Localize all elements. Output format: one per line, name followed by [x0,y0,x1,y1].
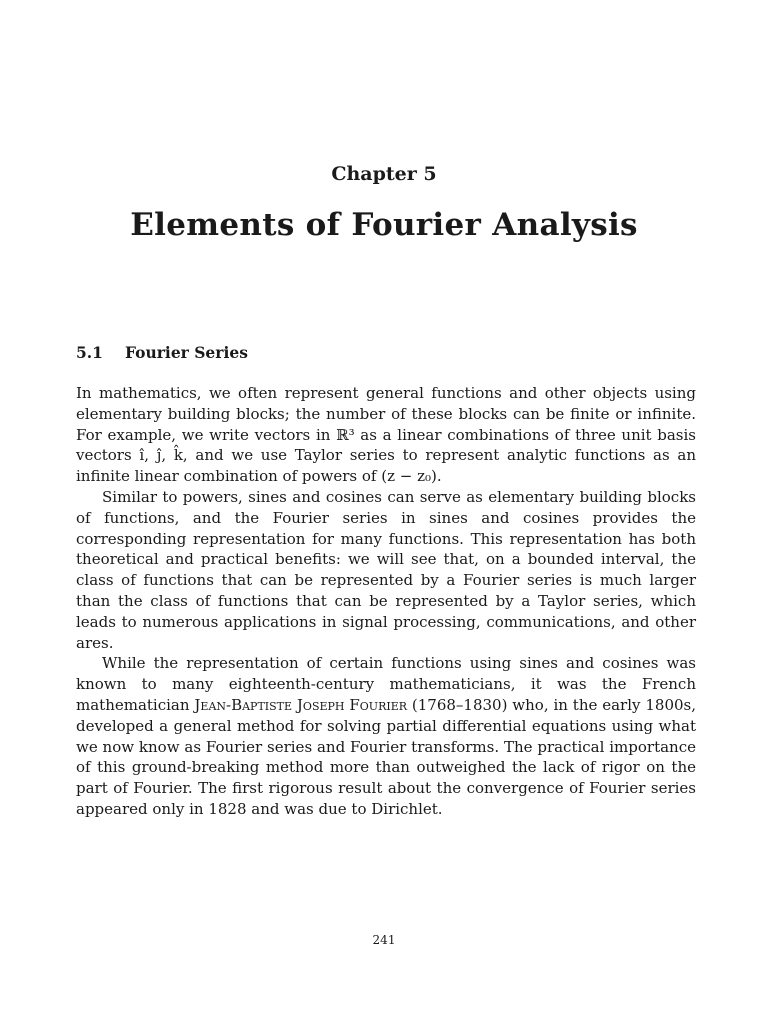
paragraph-text: (1768–1830) who, in the early 1800s, developed a general method for solving partial differential equations using what we now know as Fourier series and Fourier transforms. The practical importance of this ground-breaking method more than outweighed the lack of rigor on the part of Fourier. The first rigorous result about the convergence of Fourier series appeared only in 1828 and was due to Dirichlet. [76,695,697,818]
page-number: 241 [372,933,396,947]
paragraph-text: While the representation of certain functions using sines and cosines was known to many eighteenth-century mathematicians, it was the French mathematician [76,654,696,714]
paragraph [76,653,696,819]
chapter-label: Chapter 5 [331,163,437,185]
paragraph: In mathematics, we often represent general functions and other objects using elementary building blocks; the number of these blocks can be finite or infinite. For example, we write vectors in ℝ³ as a linear combinations of three unit basis vectors ı̂, ȷ̂, k̂, and we use Taylor series to represent analytic functions as an infinite linear combination of powers of (z − z₀). [76,384,696,486]
person-name: Jean-Baptiste Joseph Fourier [194,695,408,714]
section-title: Fourier Series [125,343,248,362]
chapter-title: Elements of Fourier Analysis [130,207,638,243]
section-heading [76,343,248,362]
body-text [76,383,696,820]
paragraph: Similar to powers, sines and cosines can serve as elementary building blocks of functions, and the Fourier series in sines and cosines provides the corresponding representation for many functions. This representation has both theoretical and practical benefits: we will see that, on a bounded interval, the class of functions that can be represented by a Fourier series is much larger than the class of functions that can be represented by a Taylor series, which leads to numerous applications in signal processing, communications, and other ares. [76,487,696,652]
section-number: 5.1 [76,343,103,362]
